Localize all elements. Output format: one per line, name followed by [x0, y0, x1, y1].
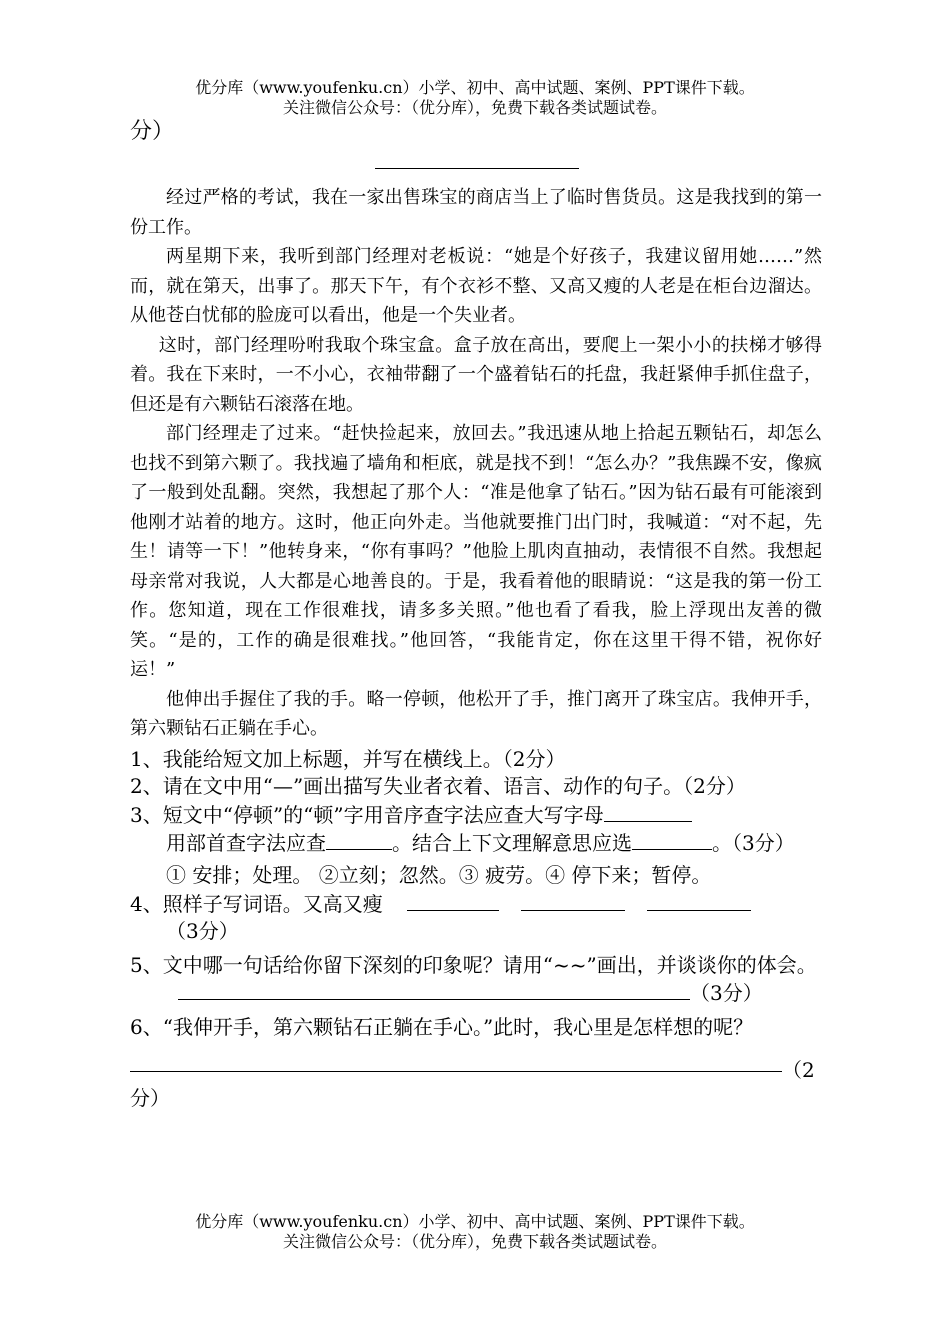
q4-word-blank-1[interactable]: [407, 890, 499, 911]
q3-meaning-blank[interactable]: [632, 829, 712, 850]
question-3-options: ① 安排；处理。 ②立刻；忽然。③ 疲劳。④ 停下来；暂停。: [166, 862, 712, 887]
footer-line-2: 关注微信公众号：（优分库），免费下载各类试题试卷。: [282, 1232, 667, 1251]
footer-line-1: 优分库（www.youfenku.cn）小学、初中、高中试题、案例、PPT课件下载。: [195, 1212, 755, 1231]
q6-answer-blank[interactable]: [130, 1071, 782, 1072]
q3-radical-blank[interactable]: [326, 829, 392, 850]
q3-initial-blank[interactable]: [604, 801, 692, 822]
question-4-text: 4、照样子写词语。又高又瘦: [130, 891, 383, 916]
question-3-meaning-text: 。结合上下文理解意思应选: [392, 831, 632, 855]
story-paragraph-5: 他伸出手握住了我的手。略一停顿，他松开了手，推门离开了珠宝店。我伸开手，第六颗钻石正躺在手心。: [130, 688, 822, 739]
q6-answer-row: [130, 1057, 822, 1112]
q4-word-blank-3[interactable]: [647, 890, 751, 911]
question-2: 2、请在文中用“—”画出描写失业者衣着、语言、动作的句子。（2分）: [130, 774, 746, 798]
header-line-1: 优分库（www.youfenku.cn）小学、初中、高中试题、案例、PPT课件下载。: [195, 78, 755, 97]
q5-answer-blank[interactable]: [178, 979, 690, 1000]
question-1: 1、我能给短文加上标题，并写在横线上。（2分）: [130, 746, 566, 771]
question-4-score: （3分）: [166, 919, 239, 943]
story-paragraph-3: 这时，部门经理吩咐我取个珠宝盒。盒子放在高出，要爬上一架小小的扶梯才够得着。我在下来时，一不小心，衣袖带翻了一个盛着钻石的托盘，我赶紧伸手抓住盘子，但还是有六颗钻石滚落在地。: [130, 334, 822, 415]
question-6-score: （2分）: [130, 1058, 815, 1110]
question-6: 6、“我伸开手，第六颗钻石正躺在手心。”此时，我心里是怎样想的呢？: [130, 1014, 754, 1039]
exam-content: [130, 118, 822, 1112]
question-5-text: 5、文中哪一句话给你留下深刻的印象呢？请用“~~”画出，并谈谈你的体会。: [130, 952, 817, 977]
carryover-score: 分）: [130, 119, 175, 144]
question-3: [130, 801, 822, 858]
header-line-2: 关注微信公众号：（优分库），免费下载各类试题试卷。: [282, 98, 667, 117]
story-paragraph-1: 经过严格的考试，我在一家出售珠宝的商店当上了临时售货员。这是我找到的第一份工作。: [130, 187, 822, 238]
question-5-score: （3分）: [690, 981, 763, 1005]
title-blank-line: [375, 168, 579, 169]
story-paragraph-4: 部门经理走了过来。“赶快捡起来，放回去。”我迅速从地上拾起五颗钻石，却怎么也找不到第六颗了。我找遍了墙角和柜底，就是找不到！“怎么办？”我焦躁不安，像疯了一般到处乱翻。突然，我想起了那个人：“准是他拿了钻石。”因为钻石最有可能滚到他刚才站着的地方。这时，他正向外走。当他就要推门出门时，我喊道：“对不起，先生！请等一下！”他转身来，“你有事吗？”他脸上肌肉直抽动，表情很不自然。我想起母亲常对我说，人大都是心地善良的。于是，我看着他的眼睛说：“这是我的第一份工作。您知道，现在工作很难找，请多多关照。”他也看了看我，脸上浮现出友善的微笑。“是的，工作的确是很难找。”他回答，“我能肯定，你在这里干得不错，祝你好运！”: [130, 423, 822, 680]
page-footer: [0, 1212, 950, 1252]
q4-word-blank-2[interactable]: [521, 890, 625, 911]
question-3-radical-text: 用部首查字法应查: [166, 831, 326, 855]
question-5: [130, 952, 822, 1008]
page-header: [0, 78, 950, 118]
question-3-score: 。（3分）: [712, 831, 795, 855]
story-paragraph-2: 两星期下来，我听到部门经理对老板说：“她是个好孩子，我建议留用她……”然而，就在第天，出事了。那天下午，有个衣衫不整、又高又瘦的人老是在柜台边溜达。从他苍白忧郁的脸庞可以看出，他是一个失业者。: [130, 246, 822, 326]
question-4: [130, 890, 822, 946]
question-3-text: 3、短文中“停顿”的“顿”字用音序查字法应查大写字母: [130, 802, 604, 827]
